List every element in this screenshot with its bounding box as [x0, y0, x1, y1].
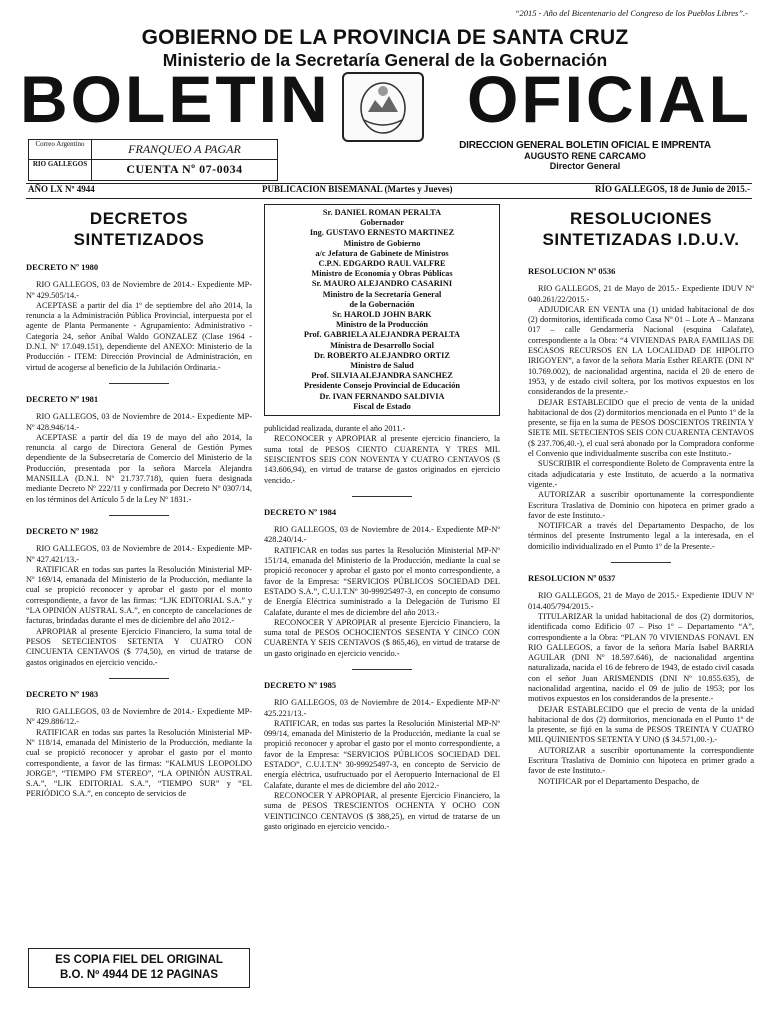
decree-date: RIO GALLEGOS, 03 de Noviembre de 2014.- Expediente MP-Nº 429.886/12.-: [26, 707, 252, 727]
official-line: Prof. GABRIELA ALEJANDRA PERALTA: [303, 330, 461, 340]
decree-date: RIO GALLEGOS, 03 de Noviembre de 2014.- Expediente MP-Nº 428.240/14.-: [264, 525, 500, 545]
frequency: PUBLICACION BISEMANAL (Martes y Jueves): [262, 184, 453, 194]
decrees-column: [26, 204, 252, 800]
separator: [352, 669, 412, 670]
decree-title: DECRETO Nº 1982: [26, 525, 99, 536]
franqueo-label: FRANQUEO A PAGAR: [92, 140, 277, 160]
resolution-body: TITULARIZAR la unidad habitacional de dos (2) dormitorios, identificada como Edificio 07 – Piso 1º – Departamento “A”, correspondiente a la Obra: “PLAN 70 VIVIENDAS FONAVI. EN RIO GALLEGOS, a favor de la señora María Isabel BARRIA AGUILAR (DNI Nº 18.597.646), de nacionalidad argentina naturalizada, nacida el 16 de febrero de 1943, de estado civil casada con el señor Juan ARISMENDIS (DNI Nº 10.855.635), de nacionalidad argentina, nacido el 09 de julio de 1953; por los motivos expuestos en los considerandos de la presente.-: [528, 611, 754, 704]
government-title: GOBIERNO DE LA PROVINCIA DE SANTA CRUZ: [141, 26, 629, 49]
official-line: Gobernador: [360, 218, 404, 228]
separator: [109, 383, 169, 384]
resolution-title: RESOLUCION Nº 0537: [528, 573, 616, 584]
decrees-title: DECRETOS SINTETIZADOS: [73, 209, 205, 249]
decree-date: RIO GALLEGOS, 03 de Noviembre de 2014.- Expediente MP-Nº 425.221/13.-: [264, 698, 500, 718]
direction-block: [420, 140, 750, 171]
official-line: a/c Jefatura de Gabinete de Ministros: [315, 248, 449, 258]
decree-body: RATIFICAR en todas sus partes la Resolución Ministerial MP-Nº 118/14, emanada del Ministerio de la Producción, mediante la cual se propició reconocer y aprobar el gasto por el monto correspondiente, a favor de las firmas: “KALMUS LEOPOLDO JORGE”, “TIEMPO FM STEREO”, “LA OPINIÓN AUSTRAL S.A.”, “LJK EDITORIAL S.A.”, “TIEMPO SUR” y “EL PERIÓDICO S.A.”, en concepto de servicios de: [26, 727, 252, 799]
year-tagline: “2015 - Año del Bicentenario del Congreso de los Pueblos Libres”.-: [514, 8, 748, 18]
decree-body: RECONOCER y APROPIAR al presente ejercicio financiero, la suma total de PESOS CIENTO CUARENTA Y TRES MIL SEISCIENTOS SEIS CON NOVENTA Y CUATRO CENTAVOS ($ 143.606,94), en virtud de tratarse de gastos originados en ejercicio vencido.-: [264, 434, 500, 485]
resolution-body: AUTORIZAR a suscribir oportunamente la correspondiente Escritura Traslativa de Dominio con hipoteca en primer grado a favor de este Instituto.-: [528, 490, 754, 520]
cuenta-label: CUENTA Nº 07-0034: [126, 162, 243, 176]
masthead-boletin: BOLETIN: [20, 62, 331, 136]
director-name: AUGUSTO RENE CARCAMO: [524, 151, 646, 161]
decree-body: ACEPTASE a partir del día 19 de mayo del año 2014, la renuncia al cargo de Directora General de Gestión Pymes dependiente de la Subsecretaría de Comercio del Ministerio de la Producción, presentada por la señora Marcela Alejandra MANSILLA (D.N.I. Nº 21.737.718), quien fuera designada mediante Decreto Nº 222/11 y confirmada por Decreto Nº 0307/14, en los términos del Artículo 5 de la Ley Nº 1831.-: [26, 432, 252, 504]
copy-line: ES COPIA FIEL DEL ORIGINAL: [55, 954, 223, 966]
resolution-body: NOTIFICAR a través del Departamento Despacho, de los términos del presente Instrumento legal a la interesada, en el domicilio individualizado en el Punto 1º de la Presente.-: [528, 521, 754, 551]
postal-box: [28, 139, 278, 181]
resolution-body: AUTORIZAR a suscribir oportunamente la correspondiente Escritura Traslativa de Dominio con hipoteca en primer grado a favor de este Instituto.-: [528, 745, 754, 776]
official-line: Ministro de Gobierno: [343, 238, 421, 248]
decree-title: DECRETO Nº 1985: [264, 680, 337, 690]
decree-body: RATIFICAR en todas sus partes la Resolución Ministerial MP-Nº 169/14, emanada del Ministerio de la Producción, mediante la cual se propició reconocer y aprobar el gasto por el monto correspondiente, a favor de las firmas: “LJK EDITORIAL S.A.” y “LA OPINIÓN AUSTRAL S.A.”, en concepto de cancelaciones de facturas, brindadas durante el mes de diciembre del año 2012.-: [26, 564, 252, 626]
official-line: Dr. IVAN FERNANDO SALDIVIA: [319, 391, 445, 401]
resolution-body: SUSCRIBIR el correspondiente Boleto de Compraventa entre la citada adjudicataria y este Instituto, de acuerdo a la normativa vigente.-: [528, 459, 754, 489]
decree-body: APROPIAR al presente Ejercicio Financiero, la suma total de PESOS SETECIENTOS SETENTA Y CUATRO CON CINCUENTA CENTAVOS ($ 774,50), en virtud de tratarse de gastos originados en ejercicio vencido.-: [26, 626, 252, 667]
resolution-body: ADJUDICAR EN VENTA una (1) unidad habitacional de dos (2) dormitorios, identificada como Casa Nº 01 – Lote A – Manzana 017 – calle Gendarmería Nacional (esquina Calafate), correspondiente a la Obra: “4 VIVIENDAS PARA FAMILIAS DE ESCASOS RECURSOS EN LA LOCALIDAD DE HIPOLITO IRIGOYEN”, a favor de la señora María Esther REARTE (DNI Nº 10.769.002), de nacionalidad argentina, nacida el 20 de enero de 1953, y de estado civil soltera, por los motivos expuestos en los considerandos de la presente.-: [528, 304, 754, 397]
decree-title: DECRETO Nº 1984: [264, 506, 337, 517]
official-line: Prof. SILVIA ALEJANDRA SANCHEZ: [311, 371, 453, 381]
director-role: Director General: [549, 161, 621, 171]
resolution-body: DEJAR ESTABLECIDO que el precio de venta de la unidad habitacional de dos (2) dormitorios, mencionada en el Punto 1º de la presente, se fijó en la suma de PESOS TREINTA Y CUATRO MIL QUINIENTOS SETENTA Y UNO ($ 34.571,00.-).-: [528, 704, 754, 745]
resolution-title: RESOLUCION Nº 0536: [528, 266, 616, 276]
decree-date: RIO GALLEGOS, 03 de Noviembre de 2014.- Expediente MP-Nº 429.505/14.-: [26, 280, 252, 300]
separator: [109, 678, 169, 679]
divider: [26, 198, 752, 199]
official-line: C.P.N. EDGARDO RAUL VALFRE: [318, 259, 446, 269]
issue-info: [28, 184, 750, 194]
copy-line: B.O. Nº 4944 DE 12 PAGINAS: [59, 969, 218, 981]
official-line: Sr. MAURO ALEJANDRO CASARINI: [311, 279, 453, 289]
issue-date: RÍO GALLEGOS, 18 de Junio de 2015.-: [594, 184, 750, 194]
official-line: Fiscal de Estado: [353, 401, 411, 411]
resolution-body: NOTIFICAR por el Departamento Despacho, de: [538, 776, 700, 786]
decree-body: publicidad realizada, durante el año 2011.-: [264, 424, 406, 434]
middle-column: [264, 204, 500, 832]
correo-label: Correo Argentino: [29, 140, 91, 160]
masthead-oficial: OFICIAL: [467, 62, 752, 136]
official-line: Ministro de Economía y Obras Públicas: [311, 269, 453, 279]
decree-title: DECRETO Nº 1981: [26, 393, 99, 404]
separator: [352, 496, 412, 497]
decree-date: RIO GALLEGOS, 03 de Noviembre de 2014.- Expediente MP-Nº 428.946/14.-: [26, 412, 252, 432]
decree-body: RATIFICAR, en todas sus partes la Resolución Ministerial MP-Nº 099/14, emanada del Ministerio de la Producción, mediante la cual se propició reconocer y aprobar el gasto por el monto correspondiente, a favor de la Empresa: “SERVICIOS PÚBLICOS SOCIEDAD DEL ESTADO”, C.U.I.T.Nº 30-99925497-3, en concepto de Servicio de energía eléctrica, usufructuado por el Aeropuerto Internacional de El Calafate, durante el mes de diciembre del año 2012.-: [264, 718, 500, 790]
official-line: Dr. ROBERTO ALEJANDRO ORTIZ: [314, 350, 450, 360]
resolution-body: DEJAR ESTABLECIDO que el precio de venta de la unidad habitacional de dos (2) dormitorios mencionada en el Punto 1º de la presente, se fija en la suma de PESOS DOSCIENTOS TREINTA Y SIETE MIL SETECIENTOS SEIS CON CUARENTA CENTAVOS ($ 237.706,40.-), el cual será abonado por la Compradora conforme el Convenio que individualmente suscriba con este Instituto.-: [528, 397, 754, 459]
official-line: Ministra de Desarrollo Social: [330, 340, 434, 350]
official-line: Presidente Consejo Provincial de Educación: [304, 381, 460, 391]
separator: [611, 562, 671, 563]
official-line: Ministro de la Producción: [335, 320, 429, 330]
city-label: RIO GALLEGOS: [32, 160, 88, 168]
resolution-date: RIO GALLEGOS, 21 de Mayo de 2015.- Expediente IDUV Nº 040.261/22/2015.-: [528, 284, 754, 304]
official-line: Sr. HAROLD JOHN BARK: [332, 310, 432, 320]
official-line: Ministro de Salud: [350, 361, 414, 371]
official-line: Ing. GUSTAVO ERNESTO MARTINEZ: [309, 228, 455, 238]
ministry-title: Ministerio de la Secretaría General de la Gobernación: [162, 50, 608, 70]
officials-box: [264, 204, 500, 416]
decree-body: ACEPTASE a partir del día 1º de septiembre del año 2014, la renuncia a la Administración Pública Provincial, interpuesta por el agente de Planta Permanente - Agrupamiento: Administrativo - Categoría 24, señor Aníbal Waldo GONZALEZ (Clase 1964 - D.N.I. Nº 17.049.151), dependiente del ANEXO: Ministerio de la Producción - ITEM: Dirección Provincial de Administración, en virtud de acogerse al beneficio de la Jubilación Ordinaria.-: [26, 300, 252, 372]
resolutions-column: [528, 204, 754, 787]
copy-notice: [28, 948, 250, 988]
official-line: Sr. DANIEL ROMAN PERALTA: [322, 208, 442, 217]
official-line: Ministro de la Secretaría General: [322, 289, 442, 299]
decree-body: RATIFICAR en todas sus partes la Resolución Ministerial MP-Nº 151/14, emanada del Ministerio de la Producción, mediante la cual se propició reconocer y aprobar el gasto por el monto correspondiente, a favor de la Empresa: “SERVICIOS PÚBLICOS SOCIEDAD DEL ESTADO S.A.”, C.U.I.T.Nº 30-99925497-3, en concepto de consumo de Energía Eléctrica suministrado a la Delegación de Turismo El Calafate, durante el mes de diciembre del año 2013.-: [264, 545, 500, 617]
resolution-date: RIO GALLEGOS, 21 de Mayo de 2015.- Expediente IDUV Nº 014.405/794/2015.-: [528, 591, 754, 611]
decree-body: RECONOCER Y APROPIAR al presente Ejercicio Financiero, la suma total de PESOS OCHOCIENTOS SESENTA Y CINCO CON CUARENTA Y SEIS CENTAVOS ($ 865,46), en virtud de tratarse de un gasto originado en ejercicio vencido.-: [264, 617, 500, 658]
official-line: de la Gobernación: [349, 299, 415, 309]
decree-body: RECONOCER Y APROPIAR, al presente Ejercicio Financiero, la suma de PESOS TRESCIENTOS OCHENTA Y OCHO CON VEINTICINCO CENTAVOS ($ 388,25), en virtud de tratarse de un gasto originado en ejercicio vencido.-: [264, 790, 500, 831]
resolutions-title: RESOLUCIONES SINTETIZADAS I.D.U.V.: [542, 209, 740, 249]
province-seal-icon: [342, 72, 424, 142]
direction-name: DIRECCION GENERAL BOLETIN OFICIAL E IMPRENTA: [459, 140, 711, 151]
decree-date: RIO GALLEGOS, 03 de Noviembre de 2014.- Expediente MP-Nº 427.421/13.-: [26, 544, 252, 564]
decree-title: DECRETO Nº 1983: [26, 688, 99, 699]
decree-title: DECRETO Nº 1980: [26, 262, 99, 272]
issue-number: AÑO LX Nº 4944: [28, 184, 95, 194]
separator: [109, 515, 169, 516]
